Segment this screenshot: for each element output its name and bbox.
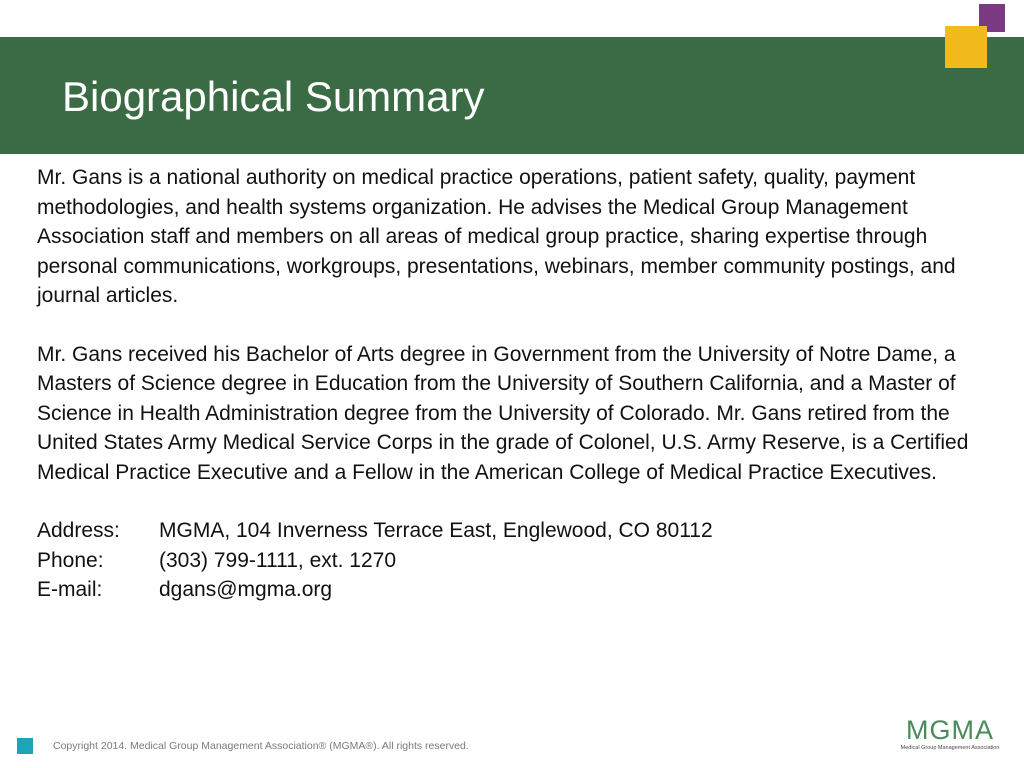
address-value: MGMA, 104 Inverness Terrace East, Englewood, CO 80112 [159,519,713,542]
decorative-yellow-square [945,26,987,68]
logo-subtitle: Medical Group Management Association [900,745,1000,751]
phone-value: (303) 799-1111, ext. 1270 [159,548,396,572]
phone-label: Phone: [37,548,104,572]
mgma-logo [895,716,1005,754]
copyright-text: Copyright 2014. Medical Group Management Association® (MGMA®). All rights reserved. [53,740,469,752]
bio-paragraph-1: Mr. Gans is a national authority on medical practice operations, patient safety, quality, payment methodologies, and health systems organization. He advises the Medical Group Management Association staff and members on all areas of medical group practice, sharing expertise through personal communications, workgroups, presentations, webinars, member community postings, and journal articles. [37,166,956,307]
contact-block [37,516,997,605]
contact-row-email [37,575,997,605]
contact-row-address [37,516,997,546]
slide-body [37,163,997,605]
email-label: E-mail: [37,578,103,601]
email-value: dgans@mgma.org [159,578,333,601]
slide-title: Biographical Summary [62,73,485,120]
footer-teal-square [17,738,33,754]
logo-wordmark: MGMA [906,715,994,745]
address-label: Address: [37,519,120,542]
contact-row-phone [37,546,997,576]
bio-paragraph-2: Mr. Gans received his Bachelor of Arts degree in Government from the University of Notre Dame, a Masters of Science degree in Education from the University of Southern California, and a Master of Science in Health Administration degree from the University of Colorado. Mr. Gans retired from the United States Army Medical Service Corps in the grade of Colonel, U.S. Army Reserve, is a Certified Medical Practice Executive and a Fellow in the American College of Medical Practice Executives. [37,342,969,484]
